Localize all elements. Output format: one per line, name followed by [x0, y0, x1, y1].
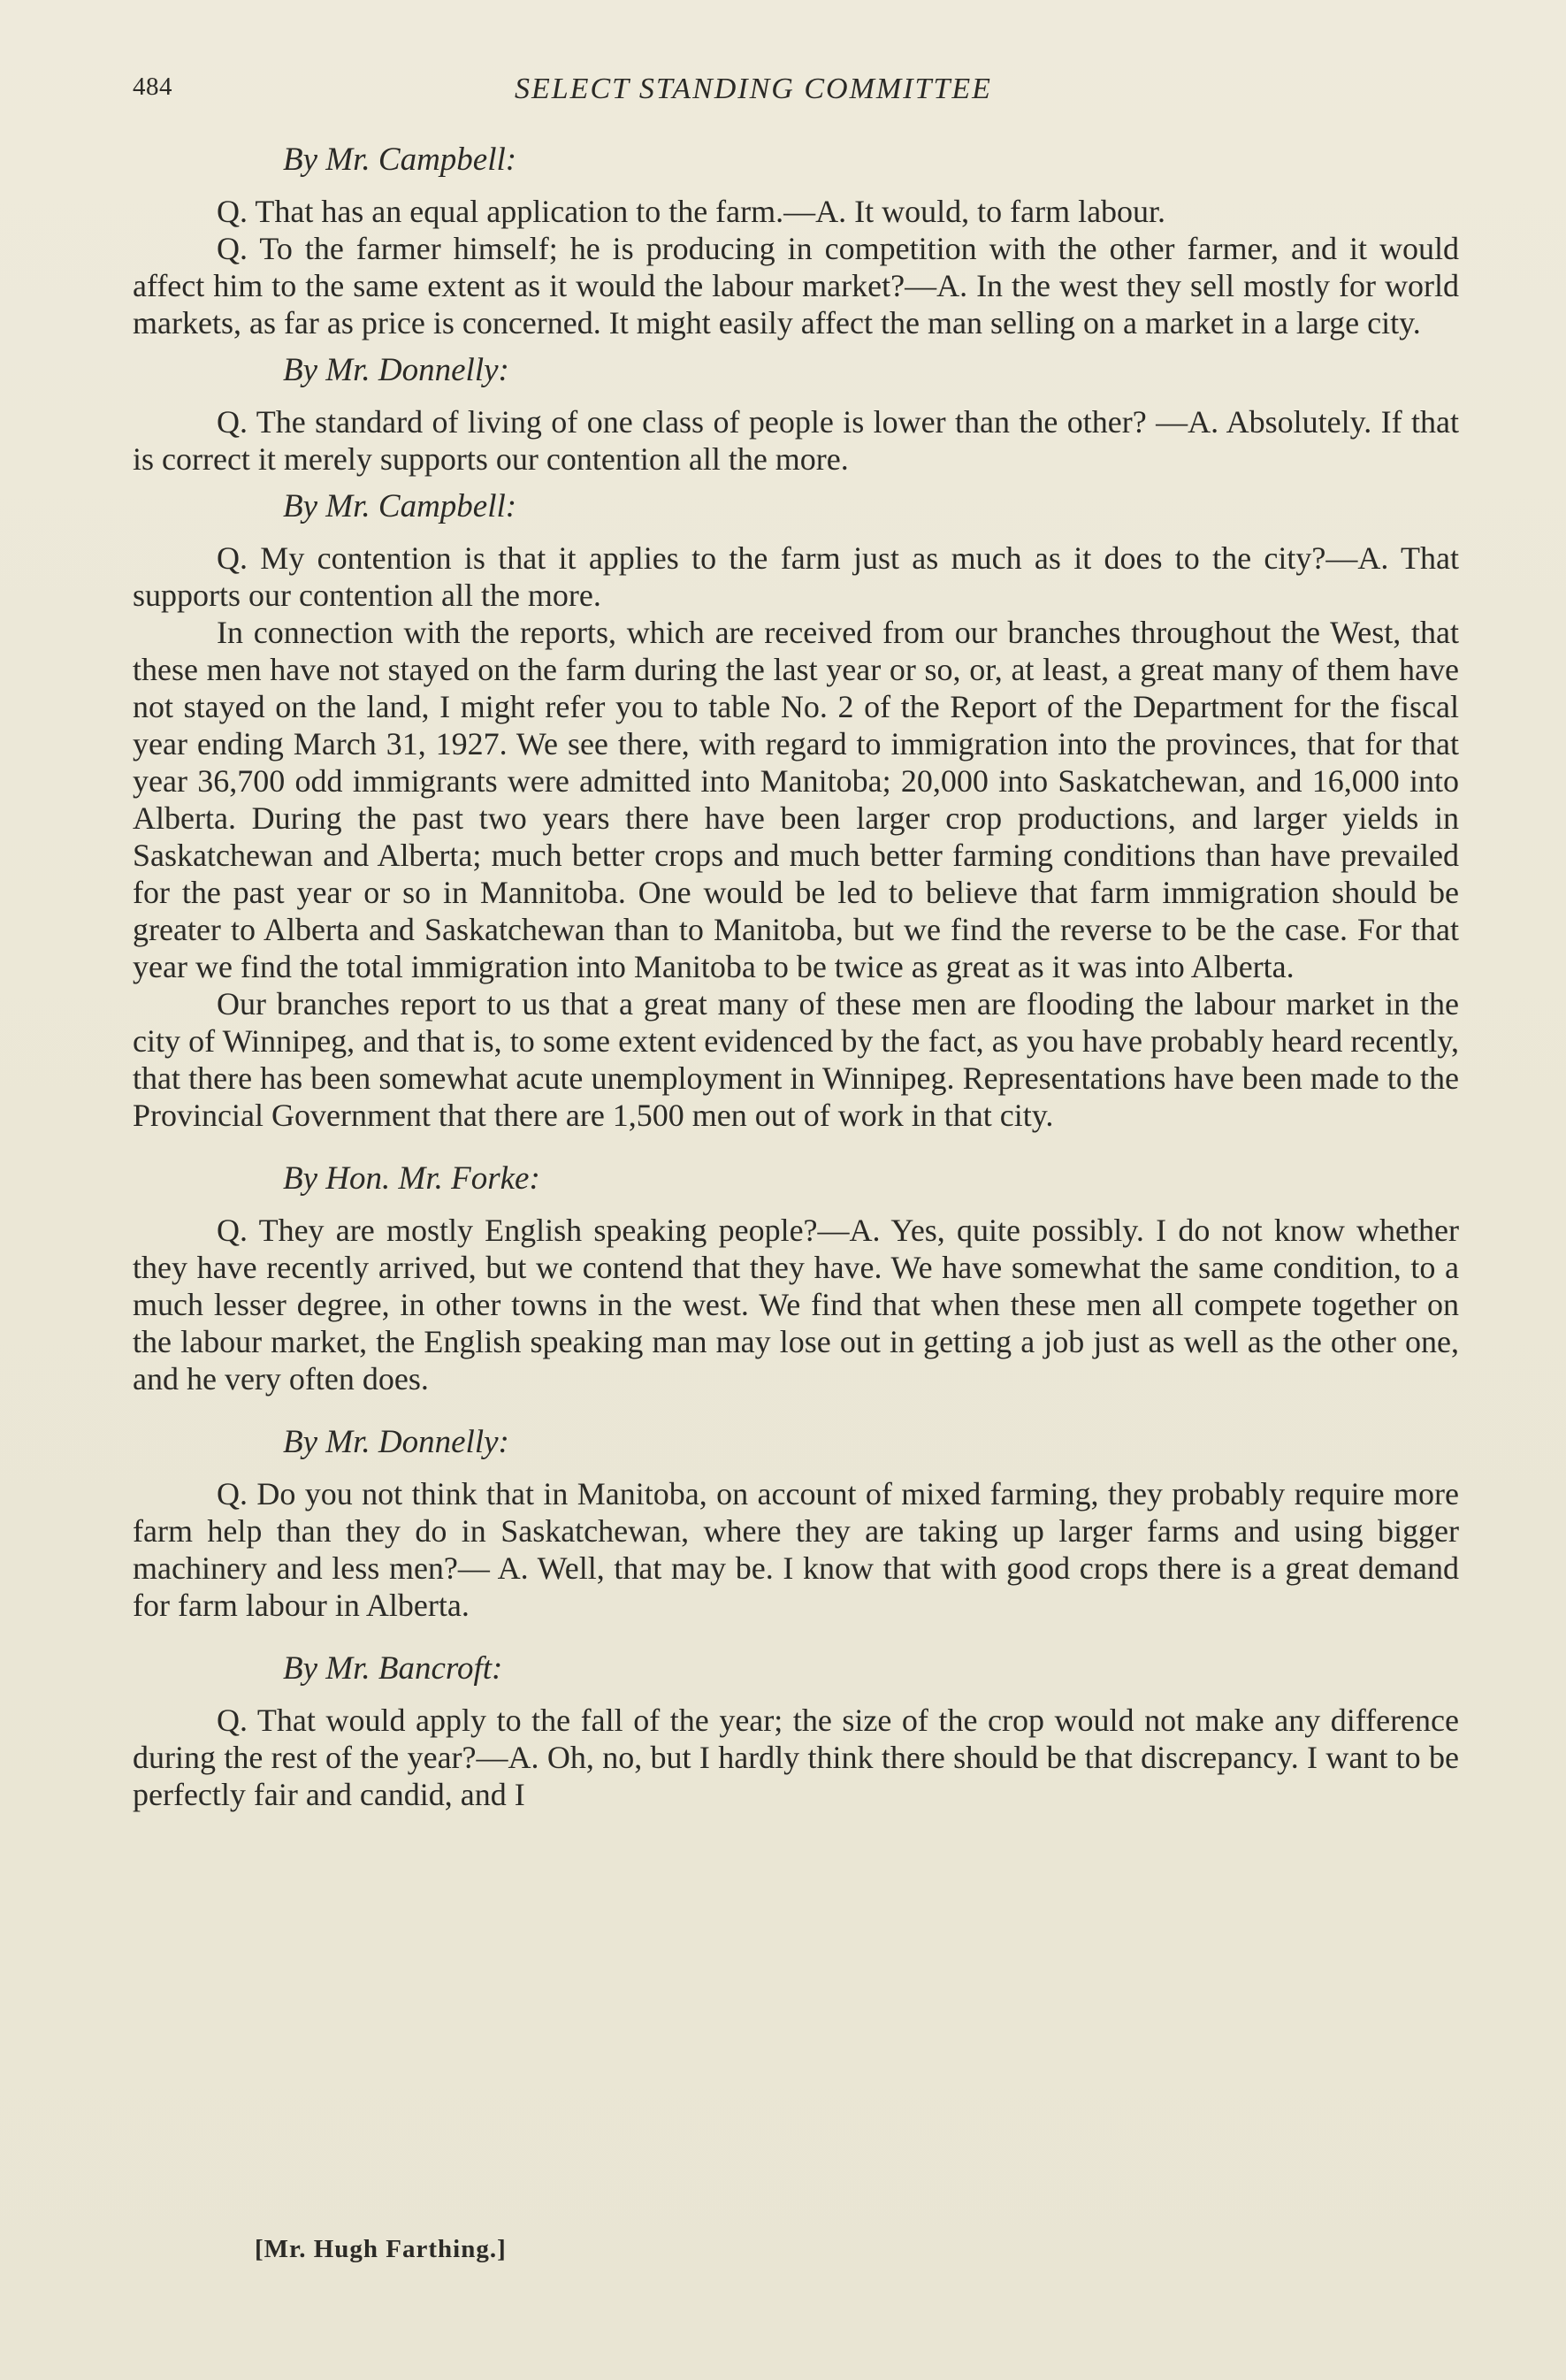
section-campbell-1 [133, 142, 1459, 341]
paragraph: In connection with the reports, which are received from our branches throughout the West, that these men have not stayed on the farm during the last year or so, or, at least, a great many of them have not stayed on the land, I might refer you to table No. 2 of the Report of the Department for the fiscal year ending March 31, 1927. We see there, with regard to immigration into the provinces, that for that year 36,700 odd immigrants were admitted into Manitoba; 20,000 into Saskatchewan, and 16,000 into Alberta. During the past two years there have been larger crop productions, and larger yields in Saskatchewan and Alberta; much better crops and much better farming conditions than have prevailed for the past year or so in Mannitoba. One would be led to believe that farm immigration should be greater to Alberta and Saskatchewan than to Manitoba, but we find the reverse to be the case. For that year we find the total immigration into Manitoba to be twice as great as it was into Alberta. [133, 615, 1459, 984]
paragraph: Q. That would apply to the fall of the year; the size of the crop would not make any difference during the rest of the year?—A. Oh, no, but I hardly think there should be that discrepancy. I want to be perfectly fair and candid, and I [133, 1703, 1459, 1812]
spacer [133, 478, 1459, 488]
running-title: SELECT STANDING COMMITTEE [515, 73, 992, 105]
section-bancroft [133, 1650, 1459, 1813]
speaker-heading: By Mr. Bancroft: [283, 1650, 503, 1687]
page-number: 484 [133, 73, 172, 101]
section-donnelly-1 [133, 352, 1459, 478]
page-body [133, 142, 1459, 1813]
speaker-heading: By Hon. Mr. Forke: [283, 1160, 540, 1197]
footer-attribution: [Mr. Hugh Farthing.] [255, 2235, 507, 2263]
spacer [133, 1624, 1459, 1650]
paragraph: Q. To the farmer himself; he is producing in competition with the other farmer, and it would affect him to the same extent as it would the labour market?—A. In the west they sell mostly for world markets, as far as price is concerned. It might easily affect the man selling on a market in a large city. [133, 231, 1459, 341]
speaker-heading: By Mr. Donnelly: [283, 1424, 509, 1460]
paragraph: Q. My contention is that it applies to the farm just as much as it does to the city?—A. That supports our contention all the more. [133, 540, 1459, 613]
spacer [133, 1397, 1459, 1424]
speaker-heading: By Mr. Campbell: [283, 488, 517, 524]
paragraph: Q. They are mostly English speaking people?—A. Yes, quite possibly. I do not know whether they have recently arrived, but we contend that they have. We have somewhat the same condition, to a much lesser degree, in other towns in the west. We find that when these men all compete together on the labour market, the English speaking man may lose out in getting a job just as well as the other one, and he very often does. [133, 1213, 1459, 1397]
speaker-heading: By Mr. Donnelly: [283, 352, 509, 388]
paragraph: Q. Do you not think that in Manitoba, on account of mixed farming, they probably require more farm help than they do in Saskatchewan, where they are taking up larger farms and using bigger machinery and less men?— A. Well, that may be. I know that with good crops there is a great demand for farm labour in Alberta. [133, 1476, 1459, 1623]
speaker-heading: By Mr. Campbell: [283, 142, 517, 178]
spacer [133, 1134, 1459, 1160]
section-donnelly-2 [133, 1424, 1459, 1624]
paragraph: Q. That has an equal application to the farm.—A. It would, to farm labour. [217, 194, 1166, 229]
paragraph: Q. The standard of living of one class of people is lower than the other? —A. Absolutely. If that is correct it merely supports our contention all the more. [133, 404, 1459, 477]
spacer [133, 341, 1459, 352]
section-forke [133, 1160, 1459, 1397]
paragraph: Our branches report to us that a great many of these men are flooding the labour market in the city of Winnipeg, and that is, to some extent evidenced by the fact, as you have probably heard recently, that there has been somewhat acute unemployment in Winnipeg. Representations have been made to the Provincial Government that there are 1,500 men out of work in that city. [133, 986, 1459, 1133]
section-campbell-2 [133, 488, 1459, 1134]
page-header [133, 73, 1459, 117]
